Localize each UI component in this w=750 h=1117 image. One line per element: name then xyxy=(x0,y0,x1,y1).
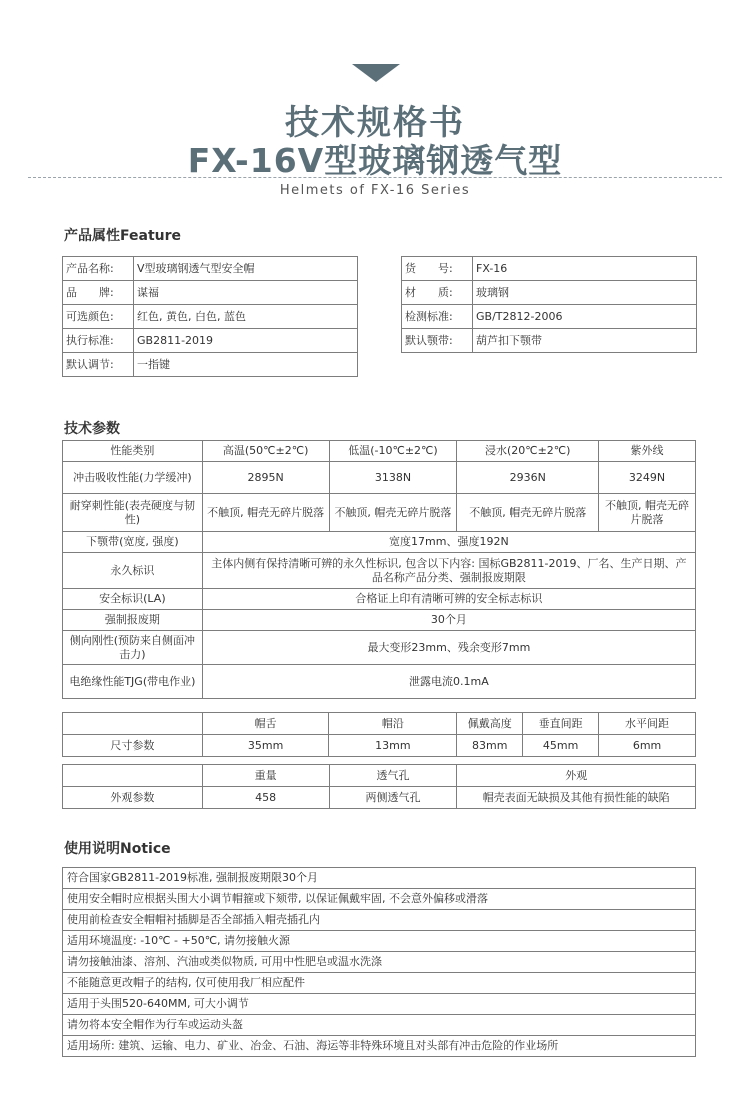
feature-table-right xyxy=(401,256,697,353)
feature-row: 货 号: FX-16 xyxy=(402,257,697,281)
list-item: 请勿将本安全帽作为行车或运动头盔 xyxy=(63,1015,696,1036)
appearance-table xyxy=(62,764,696,809)
feature-table-left xyxy=(62,256,358,377)
table-row: 下颚带(宽度, 强度) 宽度17mm、强度192N xyxy=(63,532,696,553)
table-row: 外观参数 458 两侧透气孔 帽壳表面无缺损及其他有损性能的缺陷 xyxy=(63,787,696,809)
table-row: 永久标识 主体内侧有保持清晰可辨的永久性标识, 包含以下内容: 国标GB2811-2019、厂名、生产日期、产品名称产品分类、强制报废期限 xyxy=(63,553,696,589)
list-item: 适用环境温度: -10℃ - +50℃, 请勿接触火源 xyxy=(63,931,696,952)
subtitle-en: Helmets of FX-16 Series xyxy=(279,183,471,198)
divider xyxy=(28,177,722,178)
table-row: 尺寸参数 35mm 13mm 83mm 45mm 6mm xyxy=(63,735,696,757)
feature-row: 产品名称: V型玻璃钢透气型安全帽 xyxy=(63,257,358,281)
feature-heading: 产品属性Feature xyxy=(64,228,181,244)
notice-heading: 使用说明Notice xyxy=(64,841,171,857)
feature-row: 可选颜色: 红色, 黄色, 白色, 蓝色 xyxy=(63,305,358,329)
feature-row: 执行标准: GB2811-2019 xyxy=(63,329,358,353)
notice-table xyxy=(62,867,696,1057)
table-header-row: 重量 透气孔 外观 xyxy=(63,765,696,787)
table-row: 侧向刚性(预防来自侧面冲击力) 最大变形23mm、残余变形7mm xyxy=(63,631,696,665)
list-item: 符合国家GB2811-2019标准, 强制报废期限30个月 xyxy=(63,868,696,889)
list-item: 使用安全帽时应根据头围大小调节帽箍或下颏带, 以保证佩戴牢固, 不会意外偏移或滑落 xyxy=(63,889,696,910)
table-row: 耐穿刺性能(表壳硬度与韧性) 不触顶, 帽壳无碎片脱落 不触顶, 帽壳无碎片脱落 不触顶, 帽壳无碎片脱落 不触顶, 帽壳无碎片脱落 xyxy=(63,494,696,532)
list-item: 使用前检查安全帽帽衬插脚是否全部插入帽壳插孔内 xyxy=(63,910,696,931)
table-header-row: 帽舌 帽沿 佩戴高度 垂直间距 水平间距 xyxy=(63,713,696,735)
tech-heading: 技术参数 xyxy=(64,421,120,437)
table-row: 冲击吸收性能(力学缓冲) 2895N 3138N 2936N 3249N xyxy=(63,462,696,494)
list-item: 不能随意更改帽子的结构, 仅可使用我厂相应配件 xyxy=(63,973,696,994)
feature-row: 默认调节: 一指键 xyxy=(63,353,358,377)
triangle-marker-icon xyxy=(352,64,400,82)
list-item: 适用场所: 建筑、运输、电力、矿业、冶金、石油、海运等非特殊环境且对头部有冲击危险的作业场所 xyxy=(63,1036,696,1057)
size-table xyxy=(62,712,696,757)
table-row: 安全标识(LA) 合格证上印有清晰可辨的安全标志标识 xyxy=(63,589,696,610)
page-title: 技术规格书 xyxy=(285,103,465,143)
table-header-row: 性能类别 高温(50℃±2℃) 低温(-10℃±2℃) 浸水(20℃±2℃) 紫外线 xyxy=(63,441,696,462)
list-item: 适用于头围520-640MM, 可大小调节 xyxy=(63,994,696,1015)
table-row: 电绝缘性能TJG(带电作业) 泄露电流0.1mA xyxy=(63,665,696,699)
list-item: 请勿接触油漆、溶剂、汽油或类似物质, 可用中性肥皂或温水洗涤 xyxy=(63,952,696,973)
product-model-title: FX-16V型玻璃钢透气型 xyxy=(187,141,563,180)
feature-row: 品 牌: 谋福 xyxy=(63,281,358,305)
feature-row: 检测标准: GB/T2812-2006 xyxy=(402,305,697,329)
tech-table xyxy=(62,440,696,699)
table-row: 强制报废期 30个月 xyxy=(63,610,696,631)
feature-row: 材 质: 玻璃钢 xyxy=(402,281,697,305)
feature-row: 默认颚带: 葫芦扣下颚带 xyxy=(402,329,697,353)
